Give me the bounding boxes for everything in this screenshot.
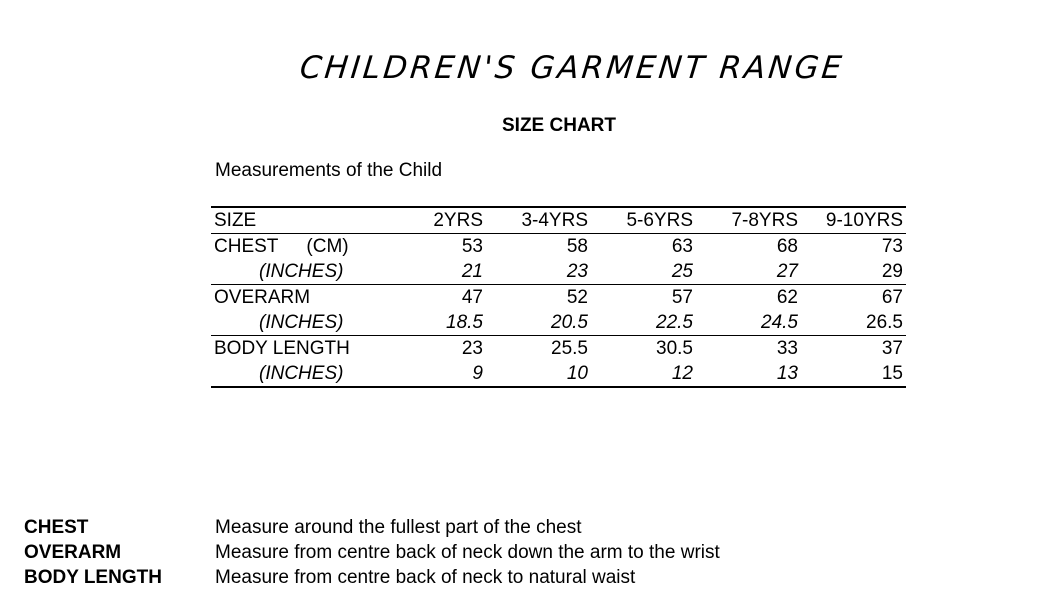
row-label-body-length: BODY LENGTH	[214, 338, 350, 359]
size-col-9-10yrs: 9-10YRS	[801, 207, 906, 234]
table-cell: 68	[776, 236, 798, 257]
table-cell: 73	[881, 236, 903, 257]
row-label-inches	[211, 259, 411, 285]
note-overarm	[24, 540, 720, 565]
brand-title: CHILDREN'S GARMENT RANGE	[298, 50, 847, 86]
size-header-label: SIZE	[211, 207, 411, 234]
table-cell: 25.5	[551, 338, 588, 359]
table-row-chest-inches	[211, 259, 906, 285]
table-cell: 33	[776, 338, 798, 359]
inches-label: (INCHES)	[259, 363, 344, 384]
size-chart-heading: SIZE CHART	[502, 115, 616, 136]
table-cell: 30.5	[656, 338, 693, 359]
table-cell: 18.5	[411, 310, 486, 336]
note-description: Measure around the fullest part of the chest	[215, 517, 582, 538]
measurement-notes	[24, 515, 720, 590]
note-body-length	[24, 565, 720, 590]
note-term: CHEST	[24, 517, 89, 538]
table-cell: 47	[461, 287, 483, 308]
table-cell: 62	[776, 287, 798, 308]
table-cell: 15	[881, 363, 903, 384]
table-cell: 21	[411, 259, 486, 285]
row-label-chest	[211, 234, 411, 260]
table-cell: 58	[566, 236, 588, 257]
table-cell: 27	[696, 259, 801, 285]
size-col-3-4yrs: 3-4YRS	[486, 207, 591, 234]
table-row-body-length-cm	[211, 336, 906, 362]
size-col-5-6yrs: 5-6YRS	[591, 207, 696, 234]
table-cell: 9	[472, 363, 483, 384]
table-cell: 67	[881, 287, 903, 308]
table-row-chest-cm	[211, 234, 906, 260]
table-row-body-length-inches	[211, 361, 906, 387]
table-cell: 22.5	[591, 310, 696, 336]
note-term: OVERARM	[24, 542, 122, 563]
table-row-overarm-cm	[211, 285, 906, 311]
measurements-label: Measurements of the Child	[215, 160, 443, 181]
inches-label: (INCHES)	[259, 312, 344, 333]
table-cell: 26.5	[801, 310, 906, 336]
table-cell: 13	[776, 363, 798, 384]
size-col-2yrs: 2YRS	[411, 207, 486, 234]
size-table	[211, 206, 906, 388]
row-label-inches	[211, 361, 411, 387]
table-cell: 57	[671, 287, 693, 308]
inches-label: (INCHES)	[259, 261, 344, 282]
row-label-overarm: OVERARM	[214, 287, 311, 308]
table-cell: 52	[566, 287, 588, 308]
table-cell: 20.5	[486, 310, 591, 336]
table-cell: 12	[671, 363, 693, 384]
note-term: BODY LENGTH	[24, 567, 162, 588]
table-cell: 63	[671, 236, 693, 257]
note-chest	[24, 515, 720, 540]
table-cell: 24.5	[696, 310, 801, 336]
table-cell: 29	[801, 259, 906, 285]
note-description: Measure from centre back of neck down the arm to the wrist	[215, 542, 720, 563]
cm-unit-label: (CM)	[306, 236, 349, 257]
table-cell: 37	[881, 338, 903, 359]
table-header-row	[211, 207, 906, 234]
table-cell: 10	[566, 363, 588, 384]
size-col-7-8yrs: 7-8YRS	[696, 207, 801, 234]
table-cell: 53	[461, 236, 483, 257]
chest-label: CHEST	[214, 236, 279, 257]
table-cell: 23	[486, 259, 591, 285]
table-row-overarm-inches	[211, 310, 906, 336]
table-cell: 23	[461, 338, 483, 359]
note-description: Measure from centre back of neck to natural waist	[215, 567, 636, 588]
table-cell: 25	[591, 259, 696, 285]
row-label-inches	[211, 310, 411, 336]
